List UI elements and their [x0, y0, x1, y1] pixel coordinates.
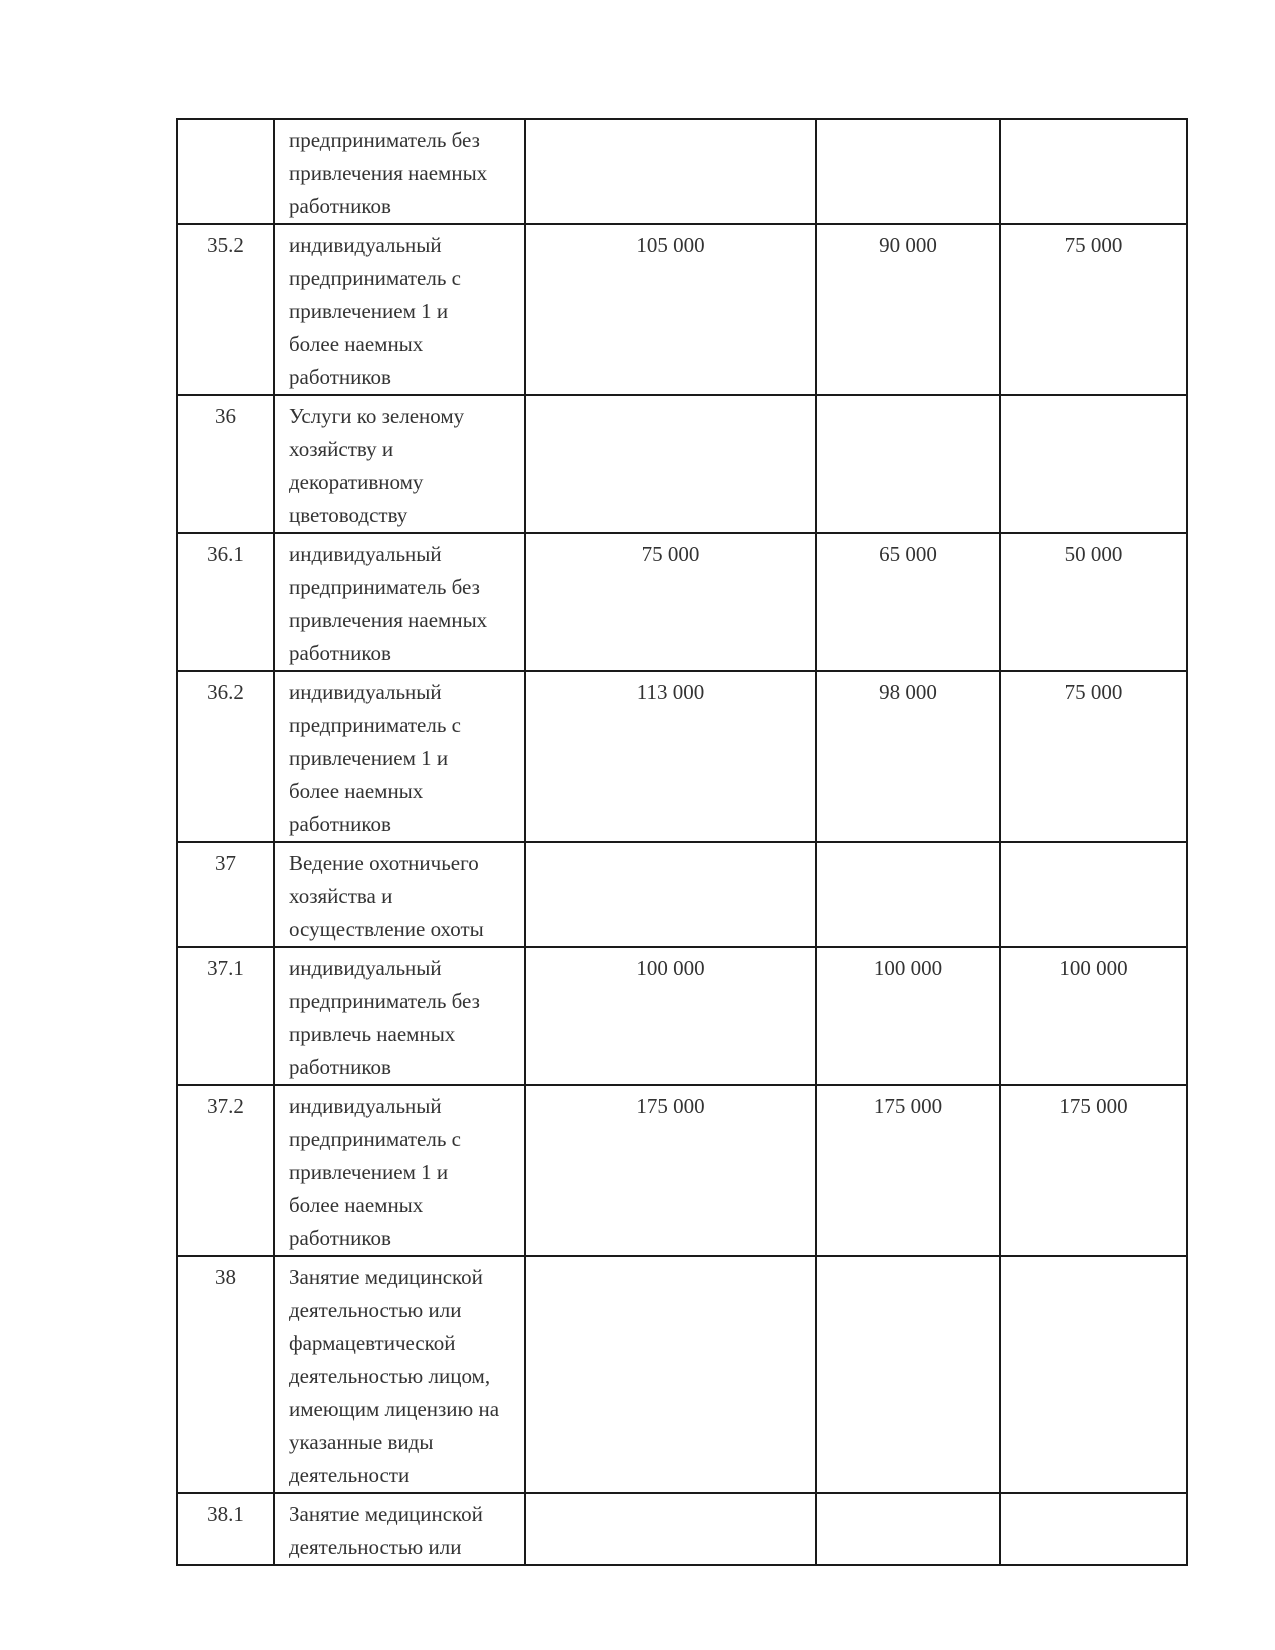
value-col-3 — [1000, 395, 1187, 533]
description-line: предприниматель с — [289, 713, 461, 737]
description-line: Услуги ко зеленому — [289, 404, 465, 428]
value-col-3: 50 000 — [1000, 533, 1187, 671]
row-description — [274, 395, 525, 533]
description-line: привлечением 1 и — [289, 1160, 449, 1184]
description-line: предприниматель без — [289, 575, 480, 599]
description-line: хозяйства и — [289, 884, 393, 908]
value-col-3 — [1000, 842, 1187, 947]
description-line: привлечения наемных — [289, 161, 488, 185]
table-row — [177, 842, 1187, 947]
description-line: фармацевтической — [289, 1331, 456, 1355]
description-line: указанные виды — [289, 1430, 434, 1454]
description-line: индивидуальный — [289, 233, 442, 257]
row-number: 37.2 — [177, 1085, 274, 1256]
value-col-1 — [525, 119, 816, 224]
row-description — [274, 224, 525, 395]
row-description — [274, 533, 525, 671]
value-col-2 — [816, 119, 1000, 224]
table-row — [177, 1256, 1187, 1493]
description-line: индивидуальный — [289, 956, 442, 980]
row-description — [274, 1085, 525, 1256]
value-col-3 — [1000, 119, 1187, 224]
description-line: работников — [289, 1055, 391, 1079]
description-line: деятельностью или — [289, 1298, 462, 1322]
description-line: работников — [289, 194, 391, 218]
value-col-2 — [816, 842, 1000, 947]
row-description — [274, 1256, 525, 1493]
value-col-3: 100 000 — [1000, 947, 1187, 1085]
tariff-table — [176, 118, 1188, 1566]
description-line: более наемных — [289, 332, 424, 356]
description-line: предприниматель без — [289, 128, 480, 152]
row-description — [274, 947, 525, 1085]
table-row — [177, 1085, 1187, 1256]
table-row — [177, 224, 1187, 395]
description-line: работников — [289, 812, 391, 836]
description-line: Занятие медицинской — [289, 1265, 483, 1289]
row-number: 36 — [177, 395, 274, 533]
table-row — [177, 119, 1187, 224]
description-line: деятельности — [289, 1463, 410, 1487]
description-line: индивидуальный — [289, 1094, 442, 1118]
row-number: 37.1 — [177, 947, 274, 1085]
value-col-2 — [816, 395, 1000, 533]
value-col-1 — [525, 395, 816, 533]
description-line: Занятие медицинской — [289, 1502, 483, 1526]
row-number: 37 — [177, 842, 274, 947]
table-row — [177, 395, 1187, 533]
row-description — [274, 842, 525, 947]
description-line: декоративному — [289, 470, 424, 494]
description-line: деятельностью или — [289, 1535, 462, 1559]
value-col-3 — [1000, 1493, 1187, 1565]
description-line: предприниматель с — [289, 1127, 461, 1151]
description-line: более наемных — [289, 1193, 424, 1217]
value-col-1: 113 000 — [525, 671, 816, 842]
value-col-1 — [525, 1493, 816, 1565]
description-line: привлечением 1 и — [289, 746, 449, 770]
value-col-1 — [525, 842, 816, 947]
description-line: имеющим лицензию на — [289, 1397, 500, 1421]
description-line: Ведение охотничьего — [289, 851, 479, 875]
description-line: привлечением 1 и — [289, 299, 449, 323]
value-col-2 — [816, 1256, 1000, 1493]
description-line: деятельностью лицом, — [289, 1364, 491, 1388]
row-description — [274, 1493, 525, 1565]
row-number: 38 — [177, 1256, 274, 1493]
row-number: 35.2 — [177, 224, 274, 395]
row-number: 36.2 — [177, 671, 274, 842]
description-line: работников — [289, 1226, 391, 1250]
table-row — [177, 533, 1187, 671]
description-line: привлечь наемных — [289, 1022, 456, 1046]
description-line: привлечения наемных — [289, 608, 488, 632]
row-number — [177, 119, 274, 224]
description-line: индивидуальный — [289, 680, 442, 704]
row-description — [274, 119, 525, 224]
row-number: 36.1 — [177, 533, 274, 671]
table-row — [177, 1493, 1187, 1565]
value-col-1: 75 000 — [525, 533, 816, 671]
table-row — [177, 947, 1187, 1085]
value-col-2: 90 000 — [816, 224, 1000, 395]
value-col-2: 175 000 — [816, 1085, 1000, 1256]
table-row — [177, 671, 1187, 842]
row-description — [274, 671, 525, 842]
description-line: предприниматель с — [289, 266, 461, 290]
value-col-1: 105 000 — [525, 224, 816, 395]
description-line: более наемных — [289, 779, 424, 803]
description-line: индивидуальный — [289, 542, 442, 566]
value-col-3: 75 000 — [1000, 671, 1187, 842]
value-col-1 — [525, 1256, 816, 1493]
description-line: цветоводству — [289, 503, 408, 527]
description-line: работников — [289, 365, 391, 389]
value-col-2: 98 000 — [816, 671, 1000, 842]
value-col-2: 100 000 — [816, 947, 1000, 1085]
value-col-2: 65 000 — [816, 533, 1000, 671]
value-col-1: 175 000 — [525, 1085, 816, 1256]
value-col-3: 175 000 — [1000, 1085, 1187, 1256]
row-number: 38.1 — [177, 1493, 274, 1565]
value-col-3: 75 000 — [1000, 224, 1187, 395]
description-line: предприниматель без — [289, 989, 480, 1013]
value-col-1: 100 000 — [525, 947, 816, 1085]
description-line: работников — [289, 641, 391, 665]
description-line: осуществление охоты — [289, 917, 484, 941]
value-col-3 — [1000, 1256, 1187, 1493]
value-col-2 — [816, 1493, 1000, 1565]
description-line: хозяйству и — [289, 437, 394, 461]
